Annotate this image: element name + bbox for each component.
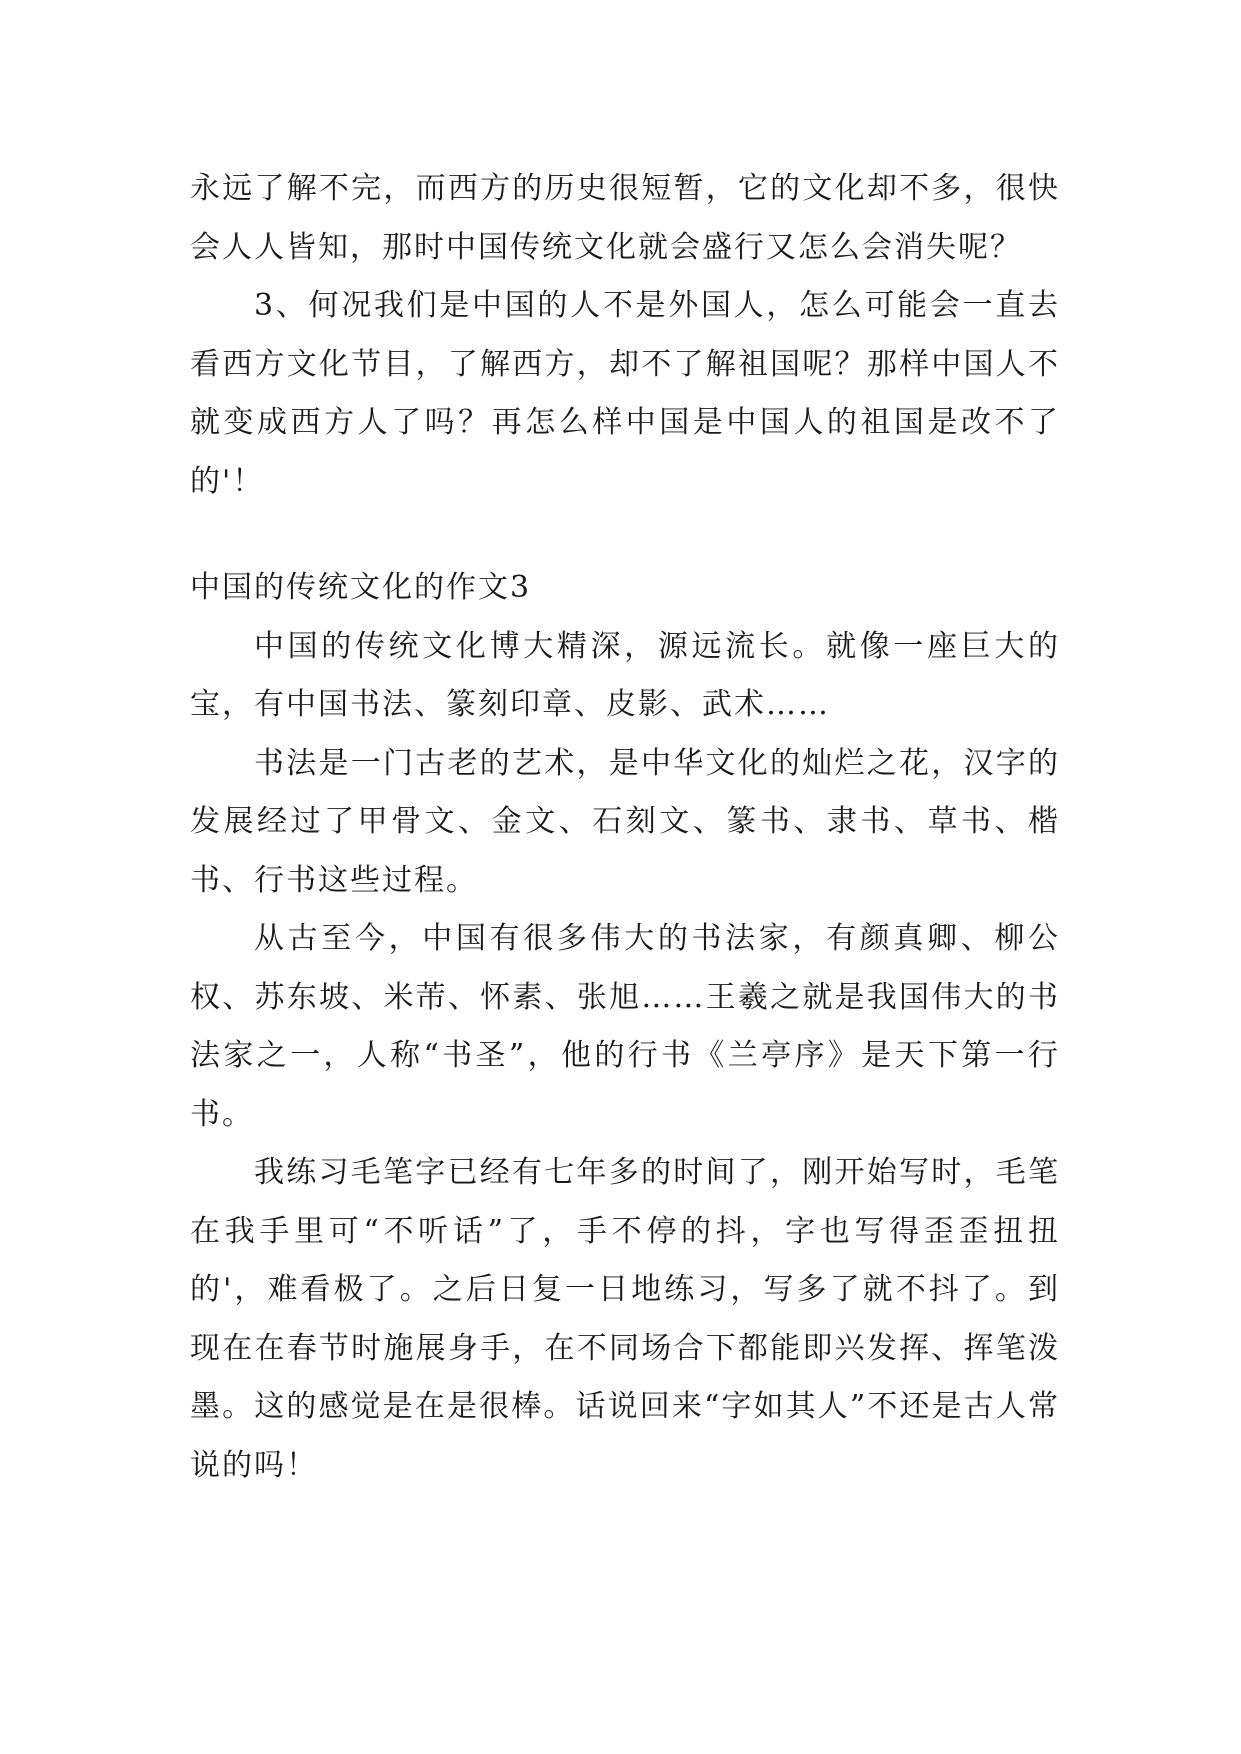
paragraph-intro: 中国的传统文化博大精深，源远流长。就像一座巨大的宝，有中国书法、篆刻印章、皮影、武术…… — [190, 628, 1060, 722]
document-body — [190, 160, 1060, 1495]
paragraph-practice: 我练习毛笔字已经有七年多的时间了，刚开始写时，毛笔在我手里可“不听话”了，手不停的抖，字也写得歪歪扭扭的'，难看极了。之后日复一日地练习，写多了就不抖了。到现在在春节时施展身手，在不同场合下都能即兴发挥、挥笔泼墨。这的感觉是在是很棒。话说回来“字如其人”不还是古人常说的吗！ — [190, 1155, 1060, 1483]
paragraph-calligraphy: 书法是一门古老的艺术，是中华文化的灿烂之花，汉字的发展经过了甲骨文、金文、石刻文、篆书、隶书、草书、楷书、行书这些过程。 — [190, 745, 1060, 898]
section-gap — [190, 511, 1060, 559]
section-title: 中国的传统文化的作文3 — [190, 570, 532, 605]
paragraph-continued: 永远了解不完，而西方的历史很短暂，它的文化却不多，很快会人人皆知，那时中国传统文化就会盛行又怎么会消失呢？ — [190, 171, 1060, 265]
paragraph-calligraphers: 从古至今，中国有很多伟大的书法家，有颜真卿、柳公权、苏东坡、米芾、怀素、张旭……王羲之就是我国伟大的书法家之一，人称“书圣”，他的行书《兰亭序》是天下第一行书。 — [190, 921, 1060, 1132]
paragraph-point-3: 3、何况我们是中国的人不是外国人，怎么可能会一直去看西方文化节目，了解西方，却不了解祖国呢？那样中国人不就变成西方人了吗？再怎么样中国是中国人的祖国是改不了的'！ — [190, 288, 1060, 499]
